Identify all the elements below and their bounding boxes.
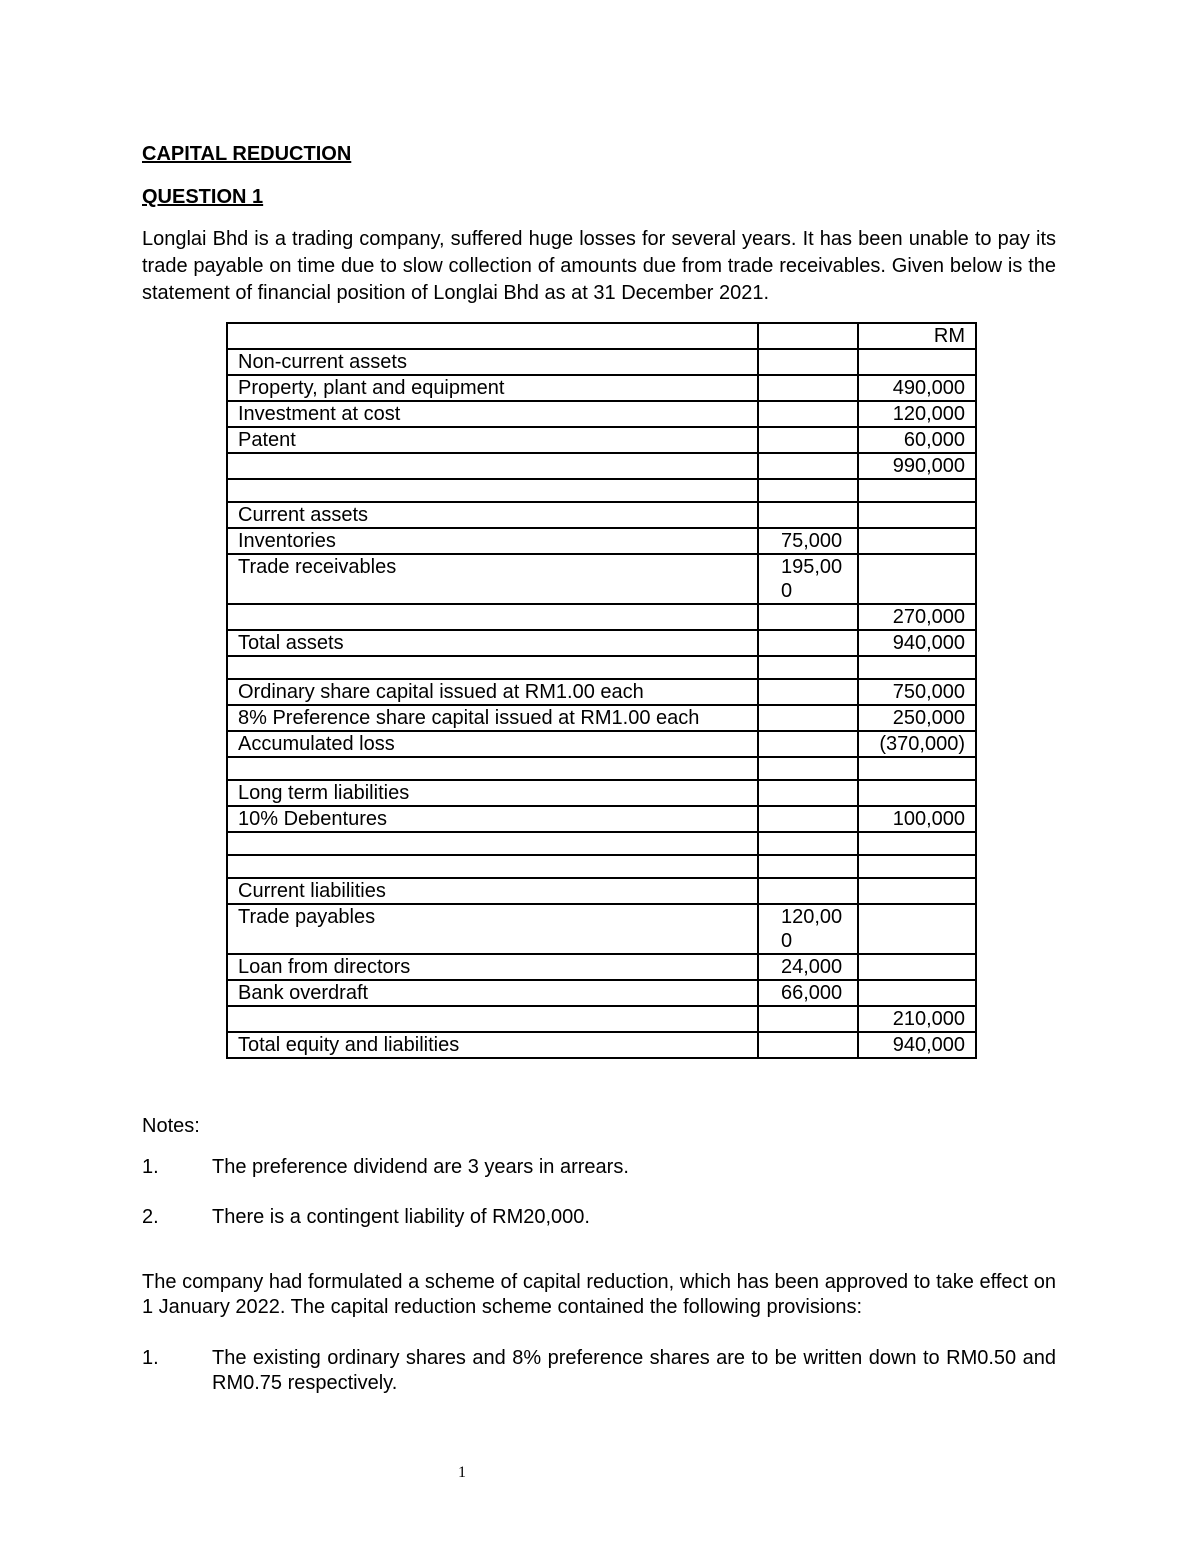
row-total-value [858, 855, 976, 878]
table-row [227, 502, 976, 528]
table-row [227, 656, 976, 679]
row-total-value: (370,000) [858, 731, 976, 757]
row-subtotal-value: 75,000 [758, 528, 858, 554]
table-row [227, 705, 976, 731]
row-total-value [858, 479, 976, 502]
row-label: Long term liabilities [227, 780, 758, 806]
row-subtotal-value: 66,000 [758, 980, 858, 1006]
row-subtotal-value [758, 878, 858, 904]
table-row [227, 731, 976, 757]
question-title: QUESTION 1 [142, 186, 264, 208]
row-label [227, 323, 758, 349]
provision-number: 1. [142, 1347, 159, 1369]
row-label: Investment at cost [227, 401, 758, 427]
row-label: Loan from directors [227, 954, 758, 980]
note-text: There is a contingent liability of RM20,000. [212, 1206, 590, 1228]
row-subtotal-value [758, 479, 858, 502]
row-total-value [858, 757, 976, 780]
note-number: 1. [142, 1156, 159, 1178]
row-subtotal-value [758, 656, 858, 679]
table-row [227, 878, 976, 904]
table-row [227, 479, 976, 502]
row-subtotal-value [758, 1032, 858, 1058]
row-subtotal-value [758, 427, 858, 453]
row-label [227, 1006, 758, 1032]
row-total-value [858, 349, 976, 375]
row-subtotal-value [758, 780, 858, 806]
row-total-value [858, 904, 976, 954]
row-label [227, 656, 758, 679]
table-row [227, 832, 976, 855]
row-total-value: 940,000 [858, 630, 976, 656]
statement-of-financial-position-table [226, 322, 977, 1059]
row-total-value [858, 980, 976, 1006]
table-row [227, 453, 976, 479]
row-label: 8% Preference share capital issued at RM1.00 each [227, 705, 758, 731]
table-row [227, 904, 976, 954]
table-row [227, 757, 976, 780]
scheme-intro-paragraph: The company had formulated a scheme of capital reduction, which has been approved to take effect on 1 January 2022. The capital reduction scheme contained the following provisions: [142, 1271, 1056, 1318]
row-total-value [858, 528, 976, 554]
table-row [227, 427, 976, 453]
table-row [227, 855, 976, 878]
note-text: The preference dividend are 3 years in arrears. [212, 1156, 629, 1178]
row-label: Inventories [227, 528, 758, 554]
row-total-value: 60,000 [858, 427, 976, 453]
row-subtotal-value [758, 630, 858, 656]
row-label [227, 757, 758, 780]
row-total-value [858, 656, 976, 679]
row-label [227, 832, 758, 855]
row-subtotal-value [758, 401, 858, 427]
row-subtotal-value [758, 1006, 858, 1032]
page-number: 1 [458, 1464, 466, 1481]
row-label: Ordinary share capital issued at RM1.00 each [227, 679, 758, 705]
table-row [227, 528, 976, 554]
row-label: Patent [227, 427, 758, 453]
row-subtotal-value: 120,000 [758, 904, 858, 954]
row-label: 10% Debentures [227, 806, 758, 832]
row-label: Trade receivables [227, 554, 758, 604]
table-row [227, 954, 976, 980]
row-subtotal-value [758, 323, 858, 349]
table-row [227, 349, 976, 375]
row-label [227, 855, 758, 878]
table-row [227, 375, 976, 401]
row-subtotal-value [758, 349, 858, 375]
row-total-value [858, 954, 976, 980]
provision-text: The existing ordinary shares and 8% preference shares are to be written down to RM0.50 and RM0.75 respectively. [212, 1347, 1056, 1394]
row-subtotal-value [758, 757, 858, 780]
row-total-value: 990,000 [858, 453, 976, 479]
intro-paragraph: Longlai Bhd is a trading company, suffered huge losses for several years. It has been unable to pay its trade payable on time due to slow collection of amounts due from trade receivables. Given below is the statement of financial position of Longlai Bhd as at 31 December 2021. [142, 228, 1056, 304]
row-label: Current assets [227, 502, 758, 528]
row-total-value: 250,000 [858, 705, 976, 731]
table-row [227, 630, 976, 656]
table-row [227, 1006, 976, 1032]
row-total-value: 120,000 [858, 401, 976, 427]
row-total-value [858, 832, 976, 855]
row-label: Total equity and liabilities [227, 1032, 758, 1058]
row-total-value [858, 780, 976, 806]
table-row [227, 1032, 976, 1058]
row-label: Property, plant and equipment [227, 375, 758, 401]
row-label: Bank overdraft [227, 980, 758, 1006]
row-total-value [858, 554, 976, 604]
table-row [227, 323, 976, 349]
row-subtotal-value [758, 453, 858, 479]
row-total-value: 940,000 [858, 1032, 976, 1058]
row-label [227, 604, 758, 630]
row-subtotal-value [758, 502, 858, 528]
row-label: Total assets [227, 630, 758, 656]
row-label [227, 453, 758, 479]
row-label: Accumulated loss [227, 731, 758, 757]
row-label [227, 479, 758, 502]
table-row [227, 401, 976, 427]
row-subtotal-value [758, 832, 858, 855]
row-subtotal-value [758, 731, 858, 757]
note-number: 2. [142, 1206, 159, 1228]
row-subtotal-value [758, 806, 858, 832]
row-subtotal-value: 195,000 [758, 554, 858, 604]
table-row [227, 806, 976, 832]
table-row [227, 980, 976, 1006]
document-title: CAPITAL REDUCTION [142, 143, 352, 165]
table-row [227, 604, 976, 630]
row-label: Non-current assets [227, 349, 758, 375]
row-subtotal-value [758, 855, 858, 878]
row-subtotal-value [758, 375, 858, 401]
notes-label: Notes: [142, 1115, 200, 1137]
row-subtotal-value [758, 679, 858, 705]
row-total-value: 210,000 [858, 1006, 976, 1032]
table-body [227, 323, 976, 1058]
table-row [227, 554, 976, 604]
row-total-value: 100,000 [858, 806, 976, 832]
row-label: Current liabilities [227, 878, 758, 904]
table-row [227, 780, 976, 806]
row-total-value: RM [858, 323, 976, 349]
row-subtotal-value: 24,000 [758, 954, 858, 980]
row-subtotal-value [758, 604, 858, 630]
row-total-value: 490,000 [858, 375, 976, 401]
row-total-value [858, 878, 976, 904]
row-total-value: 270,000 [858, 604, 976, 630]
row-subtotal-value [758, 705, 858, 731]
row-label: Trade payables [227, 904, 758, 954]
row-total-value [858, 502, 976, 528]
row-total-value: 750,000 [858, 679, 976, 705]
table-row [227, 679, 976, 705]
